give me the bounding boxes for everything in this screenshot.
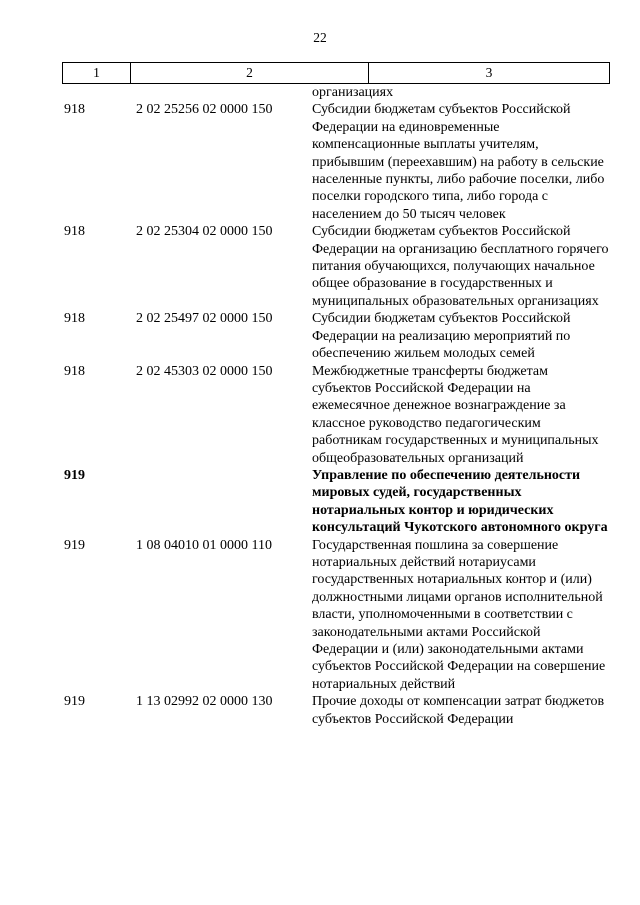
kbk-code: 2 02 45303 02 0000 150 [136, 363, 273, 379]
table-row-section-heading [62, 467, 610, 537]
kbk-code: 2 02 25256 02 0000 150 [136, 102, 273, 118]
table-row [62, 310, 610, 362]
row-description: Межбюджетные трансферты бюджетам субъектов Российской Федерации на ежемесячное денежное вознаграждение за классное руководство педагогическим работникам государственных и муниципальных общеобразовательных организаций [312, 363, 599, 466]
row-description: Прочие доходы от компенсации затрат бюджетов субъектов Российской Федерации [312, 694, 605, 727]
kbk-code: 1 08 04010 01 0000 110 [136, 537, 272, 553]
kbk-code: 2 02 25497 02 0000 150 [136, 311, 273, 327]
admin-code: 918 [64, 224, 85, 240]
table-header [62, 62, 610, 84]
admin-code: 918 [64, 363, 85, 379]
admin-code: 919 [64, 467, 85, 483]
header-col-1: 1 [63, 63, 131, 83]
kbk-code: 2 02 25304 02 0000 150 [136, 224, 273, 240]
admin-code: 919 [64, 694, 85, 710]
page-number: 22 [313, 30, 327, 45]
continuation-text: организациях [312, 85, 394, 100]
header-col-2: 2 [131, 63, 369, 83]
table-body [62, 84, 610, 728]
row-description: Субсидии бюджетам субъектов Российской Федерации на единовременные компенсационные выплаты учителям, прибывшим (переехавшим) на работу в сельские населенные пункты, либо рабочие поселки, либо поселки городского типа, либо города с населением до 50 тысяч человек [312, 102, 605, 222]
admin-code: 918 [64, 102, 85, 118]
section-heading: Управление по обеспечению деятельности мировых судей, государственных нотариальных контор и юридических консультаций Чукотского автономного округа [312, 467, 608, 536]
table-row [62, 537, 610, 694]
admin-code: 918 [64, 311, 85, 327]
table-row [62, 363, 610, 467]
kbk-code [130, 467, 312, 537]
kbk-code: 1 13 02992 02 0000 130 [136, 694, 273, 710]
row-description: Субсидии бюджетам субъектов Российской Федерации на организацию бесплатного горячего питания обучающихся, получающих начальное общее образование в государственных и муниципальных образовательных организациях [312, 224, 609, 309]
table-row [62, 223, 610, 310]
continuation-row [62, 84, 610, 101]
row-description: Государственная пошлина за совершение нотариальных действий нотариусами государственных нотариальных контор и (или) должностными лицами органов исполнительной власти, уполномоченными в соответствии с законодательными актами Российской Федерации и (или) законодательными актами субъектов Российской Федерации на совершение нотариальных действий [312, 537, 606, 692]
row-description: Субсидии бюджетам субъектов Российской Федерации на реализацию мероприятий по обеспечению жильем молодых семей [312, 311, 571, 362]
table-row [62, 693, 610, 728]
admin-code: 919 [64, 537, 85, 553]
table-row [62, 101, 610, 223]
header-col-3: 3 [485, 65, 493, 80]
